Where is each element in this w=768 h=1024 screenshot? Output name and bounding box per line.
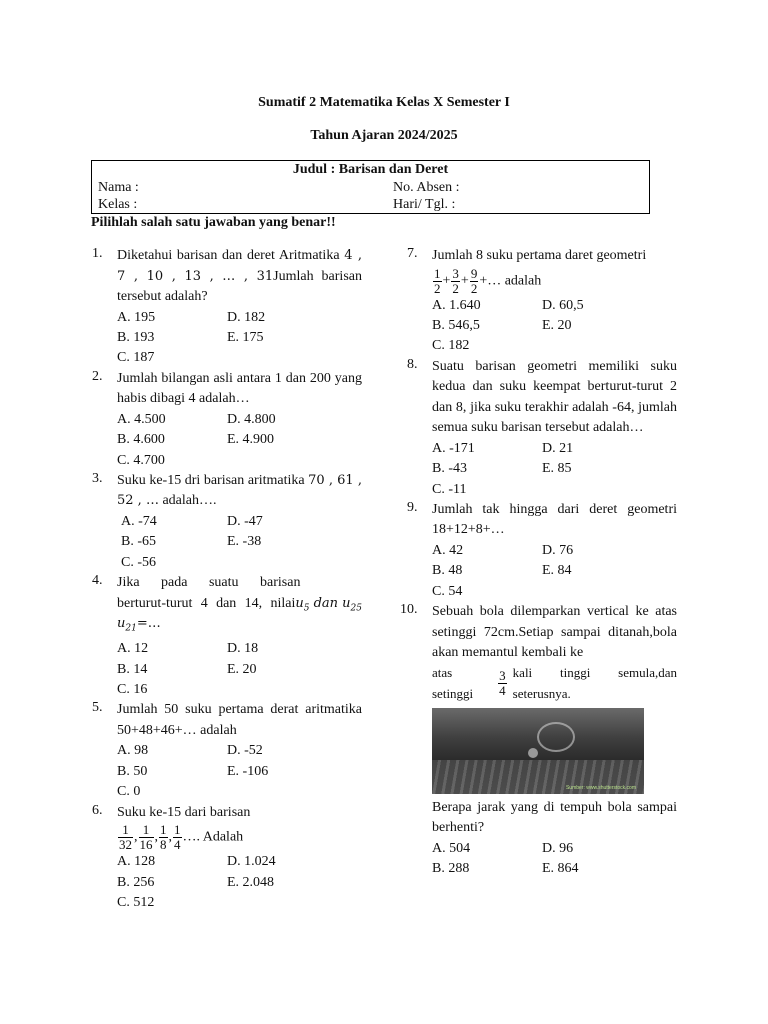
option-c[interactable]: C. 187 xyxy=(117,350,155,366)
numerator: 3 xyxy=(452,265,459,281)
question-text: atas setinggi xyxy=(432,665,474,701)
option-d[interactable]: D. -52 xyxy=(227,743,263,759)
question-8 xyxy=(407,357,677,500)
option-e[interactable]: E. 85 xyxy=(542,461,572,477)
option-d[interactable]: D. -47 xyxy=(227,513,263,529)
question-text: berturut-turut 4 dan 14, nilai xyxy=(117,595,296,611)
student-id-box xyxy=(91,160,650,214)
question-10 xyxy=(400,602,677,879)
question-2 xyxy=(92,369,362,471)
question-text: Suatu barisan geometri memiliki suku kedua dan suku keempat berturut-turut 2 dan 8, jika suku terakhir adalah -64, jumlah semua suku barisan tersebut adalah… xyxy=(432,358,677,436)
sequence-expression: 4 , 7 , 10 , 13 , … , 31 xyxy=(117,248,362,284)
question-number: 5. xyxy=(92,700,103,716)
option-d[interactable]: D. 4.800 xyxy=(227,411,276,427)
option-b[interactable]: B. 546,5 xyxy=(432,317,480,333)
option-b[interactable]: B. -65 xyxy=(121,534,156,550)
option-d[interactable]: D. 96 xyxy=(542,840,574,856)
question-number: 8. xyxy=(407,356,418,372)
option-c[interactable]: C. 54 xyxy=(432,583,463,599)
option-b[interactable]: B. 14 xyxy=(117,661,148,677)
option-c[interactable]: C. 16 xyxy=(117,682,148,698)
option-a[interactable]: A. 128 xyxy=(117,854,156,870)
fraction-1-32 xyxy=(118,823,133,852)
denominator: 2 xyxy=(470,280,478,296)
fraction-1-2 xyxy=(433,267,442,296)
option-a[interactable]: A. 195 xyxy=(117,309,156,325)
answer-options xyxy=(432,439,677,500)
numerator: 1 xyxy=(118,823,133,838)
sequence-expression: 70 , 61 , 52 , … xyxy=(117,472,362,509)
denominator: 2 xyxy=(452,280,459,296)
fraction-3-4 xyxy=(498,669,507,698)
option-d[interactable]: D. 1.024 xyxy=(227,854,276,870)
fraction-3-2 xyxy=(451,267,460,296)
option-b[interactable]: B. 4.600 xyxy=(117,432,165,448)
option-c[interactable]: C. -11 xyxy=(432,481,467,497)
question-text: Suku ke-15 dari barisan xyxy=(117,804,251,820)
subscript: 21 xyxy=(125,623,137,634)
option-b[interactable]: B. 193 xyxy=(117,329,155,345)
exam-title: Sumatif 2 Matematika Kelas X Semester I xyxy=(258,95,510,110)
denominator: 32 xyxy=(119,837,132,853)
question-text: kali tinggi semula,dan seterusnya. xyxy=(512,665,677,701)
question-text: Sebuah bola dilemparkan vertical ke atas setinggi 72cm.Setiap sampai ditanah,bola akan memantul kembali ke xyxy=(432,604,677,661)
option-b[interactable]: B. 50 xyxy=(117,763,148,779)
target-term xyxy=(117,616,161,634)
term-symbol: u xyxy=(295,595,304,611)
question-number: 10. xyxy=(400,602,418,618)
question-text: adalah…. xyxy=(158,493,217,509)
question-text: +… adalah xyxy=(479,273,542,289)
option-e[interactable]: E. -38 xyxy=(227,534,262,550)
question-number: 2. xyxy=(92,368,103,384)
term-symbol: u xyxy=(342,595,351,611)
numerator: 3 xyxy=(499,668,506,684)
question-number: 7. xyxy=(407,246,418,261)
option-d[interactable]: D. 18 xyxy=(227,641,259,657)
question-1 xyxy=(92,246,362,369)
option-b[interactable]: B. 288 xyxy=(432,861,470,877)
question-text: Jika pada suatu barisan xyxy=(117,575,301,591)
answer-options xyxy=(117,308,362,369)
sequence-terms xyxy=(295,594,362,619)
instruction: Pilihlah salah satu jawaban yang benar!! xyxy=(91,215,336,230)
denominator: 4 xyxy=(174,837,181,853)
question-text: Jumlah 8 suku pertama daret geometri xyxy=(432,248,647,263)
fraction-1-16 xyxy=(139,823,154,852)
question-text: Jumlah bilangan asli antara 1 dan 200 yang habis dibagi 4 adalah… xyxy=(117,370,362,407)
question-3 xyxy=(92,471,362,573)
academic-year: Tahun Ajaran 2024/2025 xyxy=(310,128,458,143)
denominator: 8 xyxy=(160,837,167,853)
option-e[interactable]: E. 84 xyxy=(542,563,572,579)
numerator: 1 xyxy=(434,265,441,281)
name-label: Nama : xyxy=(98,180,139,195)
answer-options xyxy=(432,541,677,602)
absen-label: No. Absen : xyxy=(393,180,460,195)
topic-title: Judul : Barisan dan Deret xyxy=(292,162,449,177)
question-text: Berapa jarak yang di tempuh bola sampai berhenti? xyxy=(432,799,677,836)
option-a[interactable]: A. 12 xyxy=(117,641,149,657)
question-number: 6. xyxy=(92,802,103,818)
question-6: 6. Suku ke-15 dari barisan $\frac{1}{32}$ , $\frac{1}{16}$ , $\frac{1}{8}$ , $\frac{1}{4}$ …. Adalah A. 128 D. 1.024 B. 256 E. 2.048 C. 512 xyxy=(92,803,362,914)
question-number: 1. xyxy=(92,246,103,261)
option-a[interactable]: A. -74 xyxy=(121,513,157,529)
fraction-9-2 xyxy=(470,267,479,296)
date-label: Hari/ Tgl. : xyxy=(393,197,456,212)
numerator: 1 xyxy=(174,822,181,838)
option-c[interactable]: C. -56 xyxy=(121,554,156,570)
left-column xyxy=(92,246,362,913)
question-text: Jumlah tak hingga dari deret geometri 18+12+8+… xyxy=(432,501,677,538)
option-e[interactable]: E. 2.048 xyxy=(227,874,275,890)
numerator: 1 xyxy=(160,822,167,838)
denominator: 16 xyxy=(139,837,153,853)
question-number: 3. xyxy=(92,470,103,486)
option-a[interactable]: A. 98 xyxy=(117,743,149,759)
question-number: 9. xyxy=(407,499,418,515)
subscript: 5 xyxy=(303,603,310,614)
question-number: 4. xyxy=(92,573,103,589)
bouncing-ball-photo xyxy=(432,708,644,794)
option-e[interactable]: E. 20 xyxy=(542,317,572,333)
fraction-1-4 xyxy=(173,823,182,852)
option-a[interactable]: A. 1.640 xyxy=(432,297,481,313)
question-text: Diketahui barisan dan deret Aritmatika xyxy=(117,248,340,263)
option-a[interactable]: A. 504 xyxy=(432,840,471,856)
question-9 xyxy=(407,500,677,602)
answer-options xyxy=(117,741,362,802)
option-b[interactable]: B. 48 xyxy=(432,563,463,579)
answer-options xyxy=(117,410,362,471)
option-a[interactable]: A. 4.500 xyxy=(117,411,166,427)
photo-caption: Sumber: www.shutterstock.com xyxy=(565,784,636,791)
option-b[interactable]: B. 256 xyxy=(117,874,155,890)
option-d[interactable]: D. 60,5 xyxy=(542,297,584,313)
numerator: 1 xyxy=(139,823,154,838)
answer-options xyxy=(117,852,362,913)
option-d[interactable]: D. 182 xyxy=(227,309,266,325)
ball xyxy=(528,748,538,758)
answer-options xyxy=(432,839,677,880)
numerator: 9 xyxy=(470,265,478,281)
bounce-ratio-line xyxy=(432,664,677,704)
option-c[interactable]: C. 512 xyxy=(117,895,155,910)
option-d[interactable]: D. 76 xyxy=(542,542,574,558)
option-a[interactable]: A. -171 xyxy=(432,440,475,456)
fraction-1-8 xyxy=(159,823,168,852)
equals: =… xyxy=(136,616,161,632)
option-e[interactable]: E. 175 xyxy=(227,329,264,345)
subscript: 25 xyxy=(350,603,362,614)
option-d[interactable]: D. 21 xyxy=(542,440,574,456)
denominator: 2 xyxy=(434,280,441,296)
question-text: Jumlah 50 suku pertama derat aritmatika 50+48+46+… adalah xyxy=(117,702,362,738)
option-c[interactable]: C. 0 xyxy=(117,784,141,800)
question-4 xyxy=(92,573,362,700)
question-text: Jumlah barisan tersebut adalah? xyxy=(117,268,362,304)
option-c[interactable]: C. 4.700 xyxy=(117,452,165,468)
term-symbol: u xyxy=(117,616,126,632)
right-column xyxy=(400,246,677,879)
option-e[interactable]: E. 20 xyxy=(227,661,257,677)
question-7: 7. Jumlah 8 suku pertama daret geometri $\frac{1}{2}$ + $\frac{3}{2}$ + $\frac{9}{2}$ +… adalah A. 1.640 D. 60,5 B. 546,5 E. 20 C. 182 xyxy=(407,246,677,357)
question-text: Suku ke-15 dri barisan aritmatika xyxy=(117,472,305,488)
question-5 xyxy=(92,700,362,802)
basketball-hoop xyxy=(537,722,575,752)
answer-options xyxy=(117,639,362,700)
answer-options xyxy=(117,512,362,573)
option-b[interactable]: B. -43 xyxy=(432,461,467,477)
question-text: …. Adalah xyxy=(182,829,244,845)
option-e[interactable]: E. 4.900 xyxy=(227,432,275,448)
class-label: Kelas : xyxy=(98,197,138,212)
option-c[interactable]: C. 182 xyxy=(432,338,470,354)
option-e[interactable]: E. -106 xyxy=(227,763,269,779)
option-a[interactable]: A. 42 xyxy=(432,542,464,558)
conjunction: dan xyxy=(309,595,343,611)
denominator: 4 xyxy=(499,683,506,699)
option-e[interactable]: E. 864 xyxy=(542,861,579,877)
answer-options xyxy=(432,296,677,357)
